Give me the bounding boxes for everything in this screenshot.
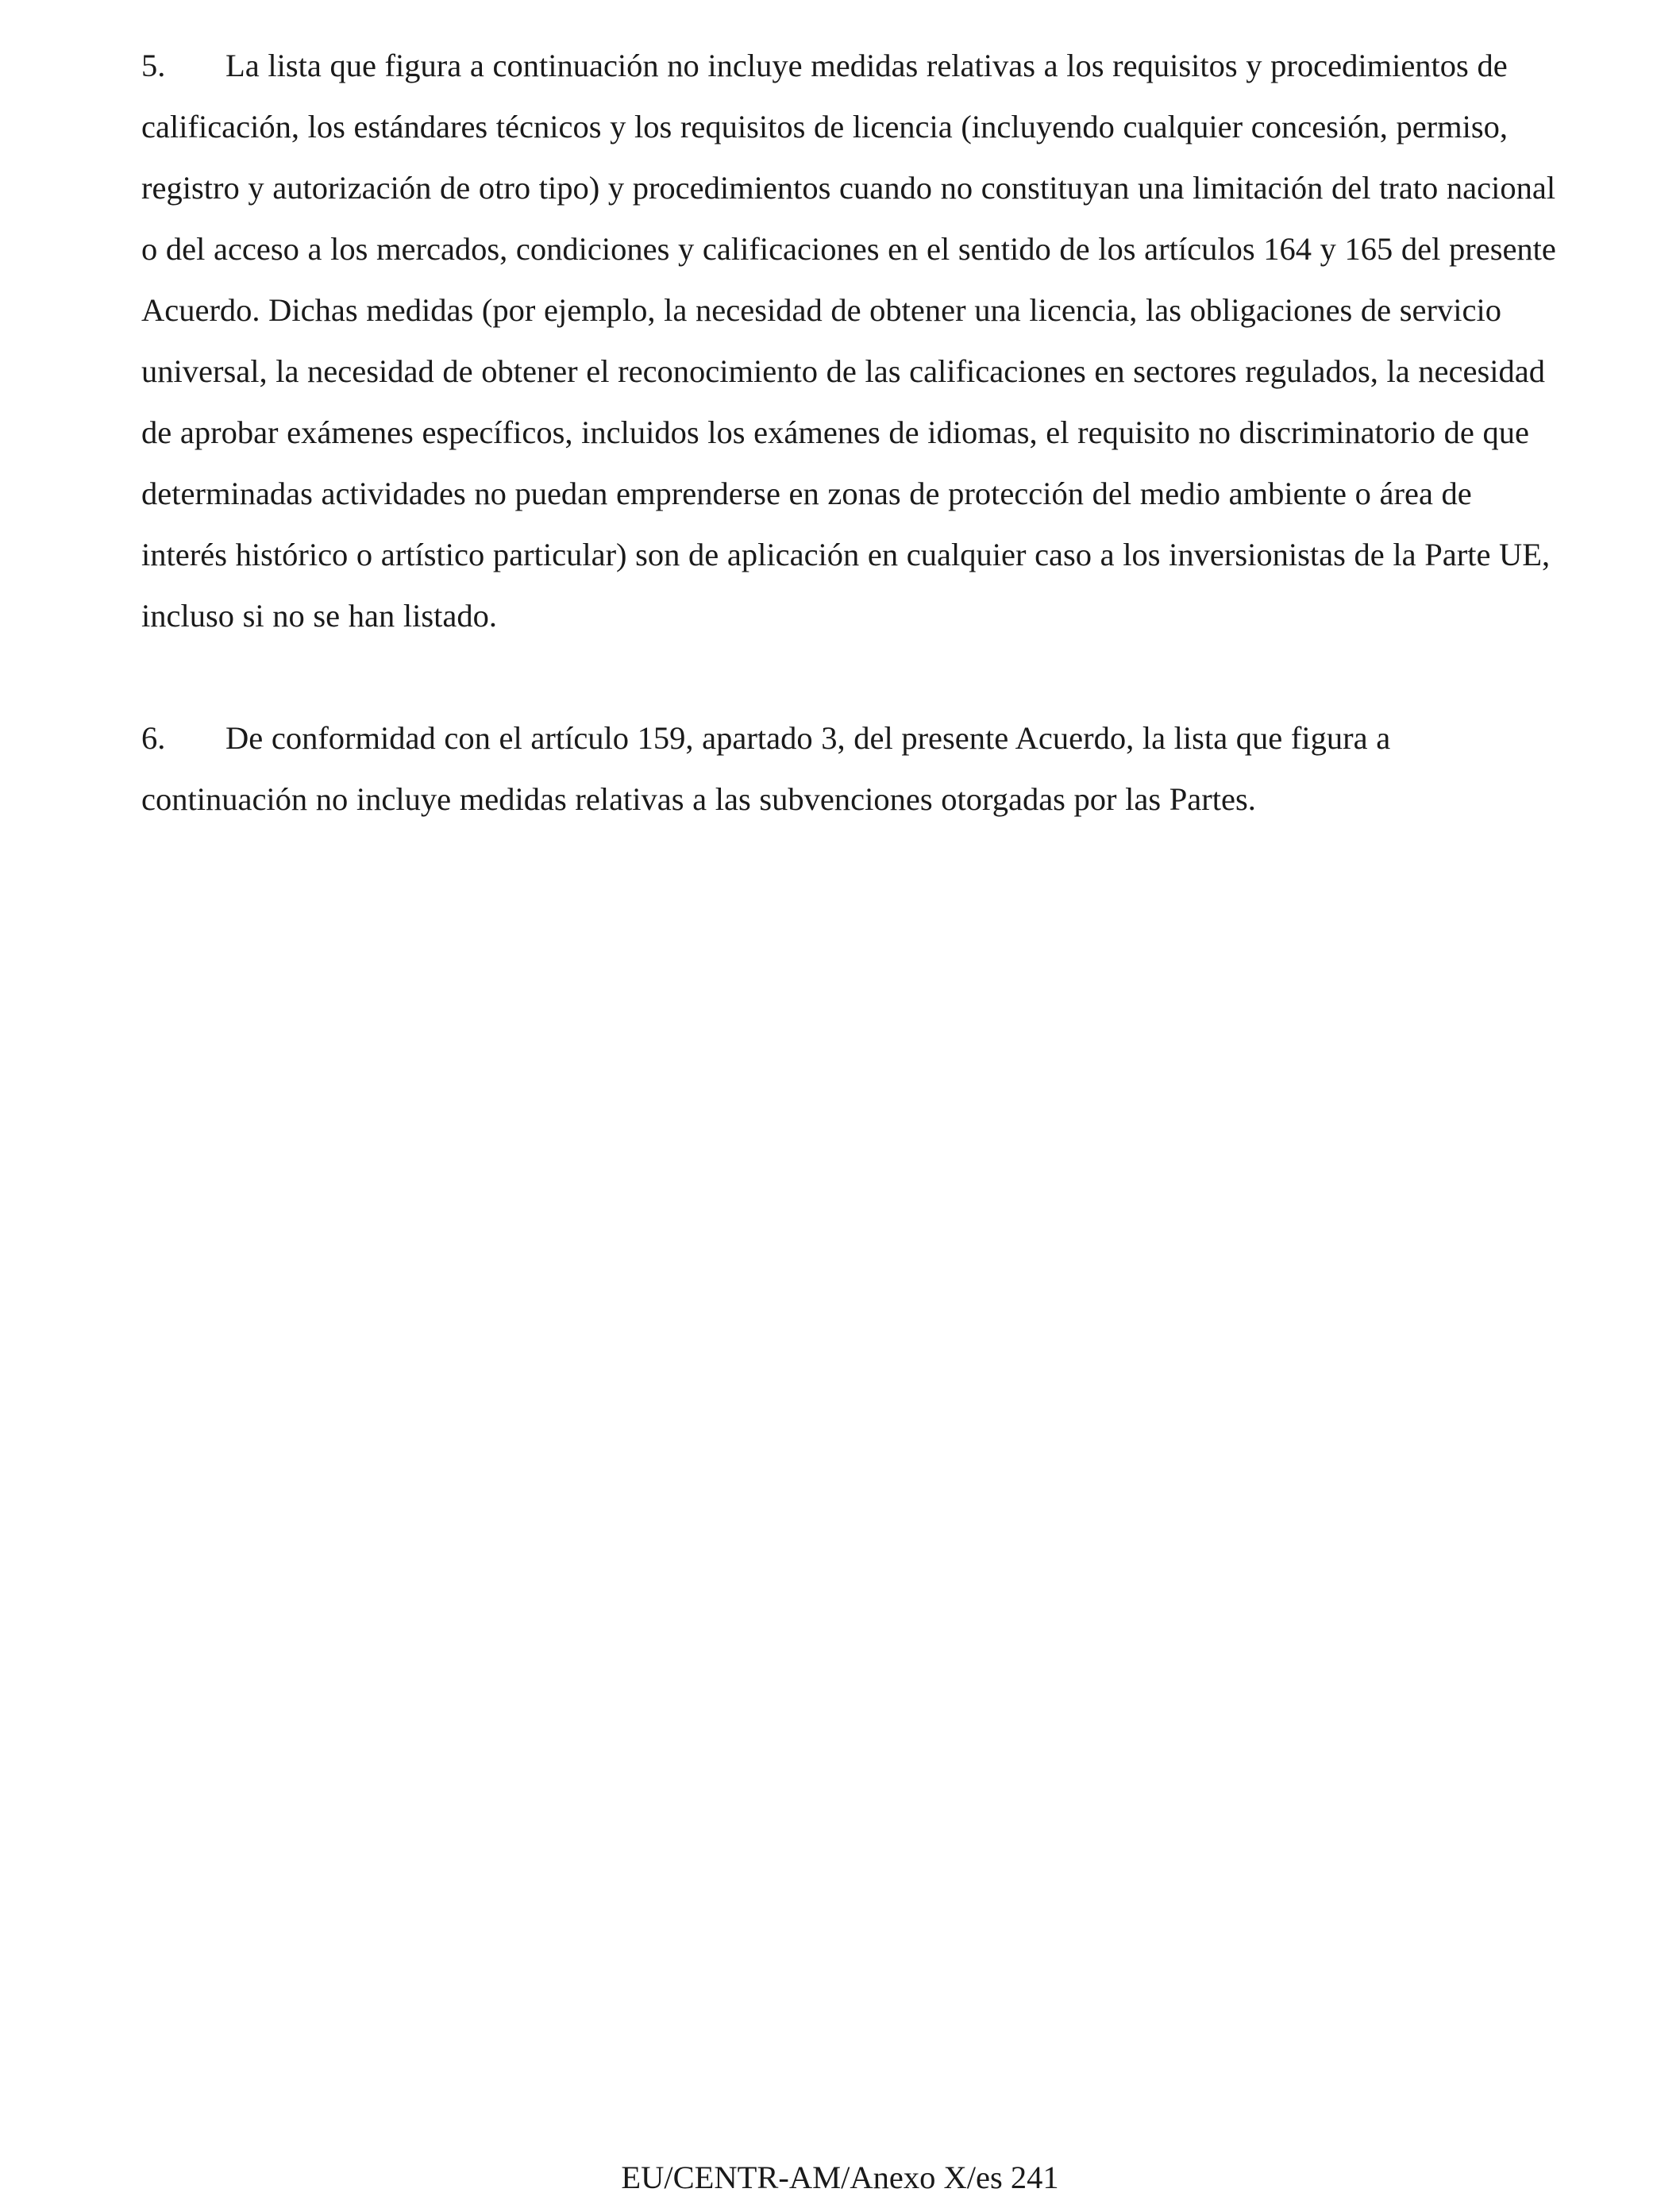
page-footer: EU/CENTR-AM/Anexo X/es 241: [621, 2160, 1059, 2195]
paragraph-6: [141, 707, 1562, 830]
paragraph-5: [141, 35, 1562, 646]
document-body: [141, 35, 1562, 891]
paragraph-number: 6.: [141, 720, 166, 756]
paragraph-text: De conformidad con el artículo 159, apartado 3, del presente Acuerdo, la lista que figura a continuación no incluye medidas relativas a las subvenciones otorgadas por las Partes.: [141, 720, 1391, 817]
paragraph-number: 5.: [141, 48, 166, 83]
paragraph-text: La lista que figura a continuación no incluye medidas relativas a los requisitos y procedimientos de calificación, los estándares técnicos y los requisitos de licencia (incluyendo cualquier concesión, permiso, registro y autorización de otro tipo) y procedimientos cuando no constituyan una limitación del trato nacional o del acceso a los mercados, condiciones y calificaciones en el sentido de los artículos 164 y 165 del presente Acuerdo. Dichas medidas (por ejemplo, la necesidad de obtener una licencia, las obligaciones de servicio universal, la necesidad de obtener el reconocimiento de las calificaciones en sectores regulados, la necesidad de aprobar exámenes específicos, incluidos los exámenes de idiomas, el requisito no discriminatorio de que determinadas actividades no puedan emprenderse en zonas de protección del medio ambiente o área de interés histórico o artístico particular) son de aplicación en cualquier caso a los inversionistas de la Parte UE, incluso si no se han listado.: [141, 48, 1556, 634]
